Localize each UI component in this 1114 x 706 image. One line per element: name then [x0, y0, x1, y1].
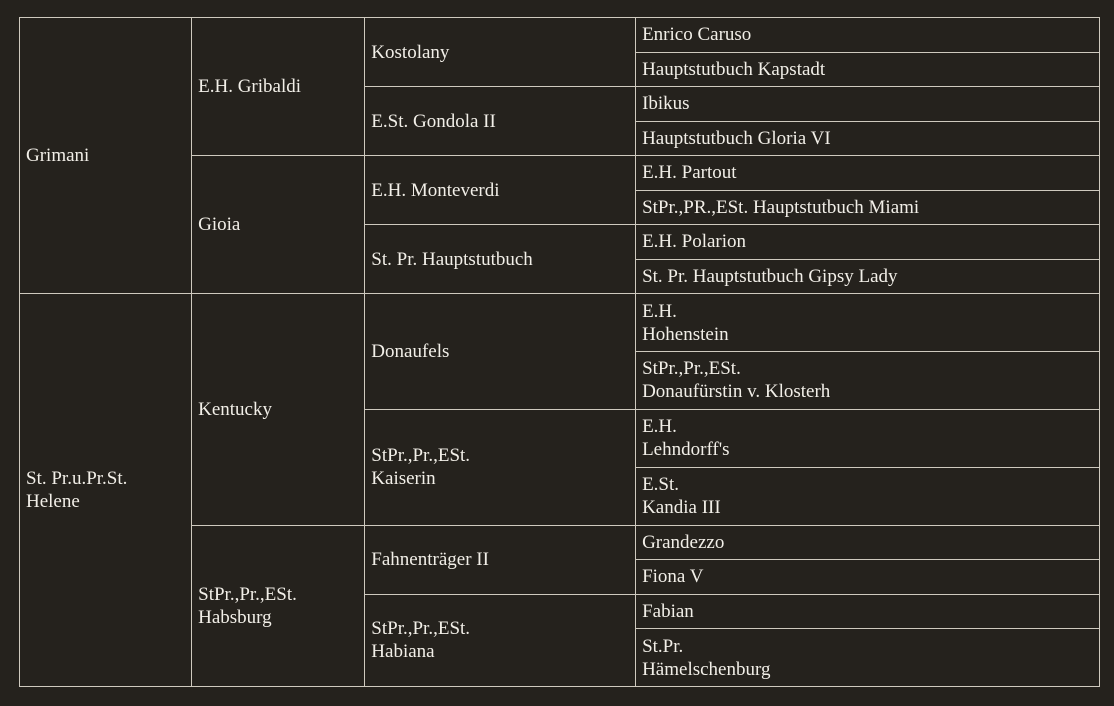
dam-dam-cell: StPr.,Pr.,ESt. Habsburg — [192, 525, 365, 686]
pedigree-row — [20, 18, 1100, 53]
gen3-cell: StPr.,Pr.,ESt. Kaiserin — [365, 409, 636, 525]
sire-sire-cell: E.H. Gribaldi — [192, 18, 365, 156]
gen4-cell: St.Pr. Hämelschenburg — [636, 629, 1100, 687]
gen4-cell: E.H. Partout — [636, 156, 1100, 191]
sire-dam-cell: Gioia — [192, 156, 365, 294]
gen4-cell: Fiona V — [636, 560, 1100, 595]
dam-cell: St. Pr.u.Pr.St. Helene — [20, 294, 192, 687]
gen4-cell: Fabian — [636, 594, 1100, 629]
gen3-cell: E.H. Monteverdi — [365, 156, 636, 225]
gen4-cell: E.H. Polarion — [636, 225, 1100, 260]
gen4-cell: StPr.,PR.,ESt. Hauptstutbuch Miami — [636, 190, 1100, 225]
gen4-cell: E.H. Hohenstein — [636, 294, 1100, 352]
gen4-cell: E.St. Kandia III — [636, 467, 1100, 525]
gen3-cell: E.St. Gondola II — [365, 87, 636, 156]
gen4-cell: Ibikus — [636, 87, 1100, 122]
gen4-cell: Grandezzo — [636, 525, 1100, 560]
gen4-cell: Enrico Caruso — [636, 18, 1100, 53]
gen3-cell: StPr.,Pr.,ESt. Habiana — [365, 594, 636, 686]
dam-sire-cell: Kentucky — [192, 294, 365, 525]
pedigree-row — [20, 294, 1100, 352]
gen4-cell: St. Pr. Hauptstutbuch Gipsy Lady — [636, 259, 1100, 294]
gen3-cell: Fahnenträger II — [365, 525, 636, 594]
gen4-cell: Hauptstutbuch Kapstadt — [636, 52, 1100, 87]
gen3-cell: Donaufels — [365, 294, 636, 410]
gen4-cell: E.H. Lehndorff's — [636, 409, 1100, 467]
gen3-cell: Kostolany — [365, 18, 636, 87]
sire-cell: Grimani — [20, 18, 192, 294]
gen4-cell: StPr.,Pr.,ESt. Donaufürstin v. Klosterh — [636, 351, 1100, 409]
gen3-cell: St. Pr. Hauptstutbuch — [365, 225, 636, 294]
gen4-cell: Hauptstutbuch Gloria VI — [636, 121, 1100, 156]
pedigree-table — [19, 17, 1100, 687]
